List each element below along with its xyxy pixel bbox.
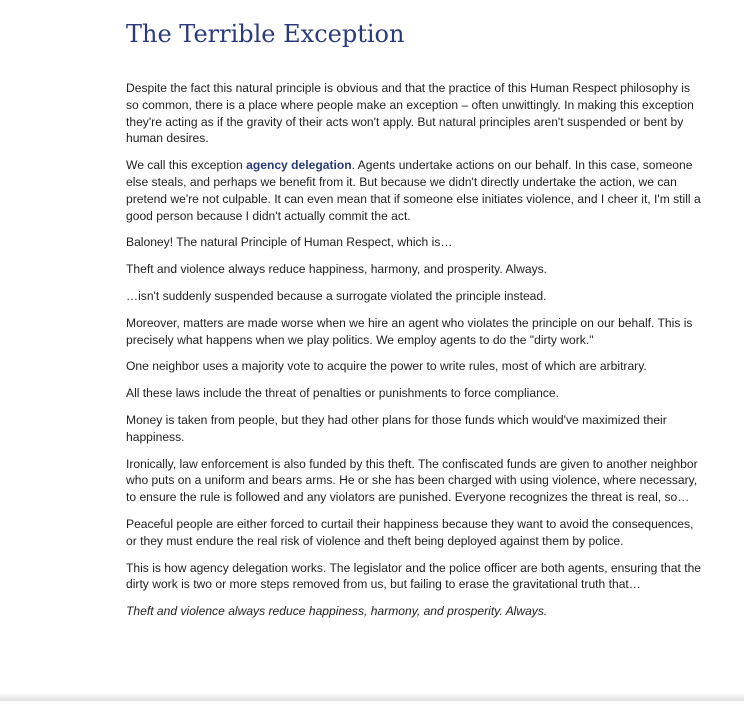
article-title: The Terrible Exception [126, 20, 405, 48]
paragraph-majority-vote: One neighbor uses a majority vote to acquire the power to write rules, most of which are arbitrary. [126, 359, 647, 374]
paragraph-agency-works: This is how agency delegation works. The legislator and the police officer are both agents, ensuring that the dirty work is two or more steps removed from us, but failing to erase the gravitational truth that… [126, 560, 702, 592]
bottom-shade [0, 693, 744, 701]
paragraph-law-enforcement: Ironically, law enforcement is also funded by this theft. The confiscated funds are given to another neighbor who puts on a uniform and bears arms. He or she has been charged with using violence, where necessary, to ensure the rule is followed and any violators are punished. Everyone recognizes the threat is real, so… [126, 456, 698, 505]
paragraph-agency-delegation [126, 157, 706, 224]
paragraph-peaceful-people: Peaceful people are either forced to curtail their happiness because they want to avoid the consequences, or they must endure the real risk of violence and theft being deployed against them by police. [126, 516, 694, 548]
paragraph-principle: Theft and violence always reduce happiness, harmony, and prosperity. Always. [126, 262, 548, 277]
paragraph-baloney: Baloney! The natural Principle of Human Respect, which is… [126, 235, 453, 250]
agency-delegation-link[interactable]: agency delegation [246, 158, 352, 173]
paragraph-intro: Despite the fact this natural principle is obvious and that the practice of this Human Respect philosophy is so common, there is a place where people make an exception – often unwittingly. In making this exception they're acting as if the gravity of their acts won't apply. But natural principles aren't suspended or bent by human desires. [126, 81, 694, 146]
paragraph-laws: All these laws include the threat of penalties or punishments to force compliance. [126, 386, 559, 401]
paragraph-text: . Agents undertake actions on our behalf. In this case, someone else steals, and perhaps we benefit from it. But because we didn't directly undertake the action, we can pretend we're not culpable. It can even mean that if someone else initiates violence, and I cheer it, I'm still a good person because I didn't actually commit the act. [126, 158, 701, 223]
paragraph-text: We call this exception [126, 158, 247, 173]
paragraph-politics: Moreover, matters are made worse when we hire an agent who violates the principle on our behalf. This is precisely what happens when we play politics. We employ agents to do the "dirty work." [126, 315, 693, 347]
article [126, 14, 706, 630]
paragraph-money: Money is taken from people, but they had other plans for those funds which would've maximized their happiness. [126, 412, 667, 444]
paragraph-principle-restated: Theft and violence always reduce happiness, harmony, and prosperity. Always. [126, 604, 548, 619]
paragraph-surrogate: …isn't suddenly suspended because a surrogate violated the principle instead. [126, 288, 547, 303]
